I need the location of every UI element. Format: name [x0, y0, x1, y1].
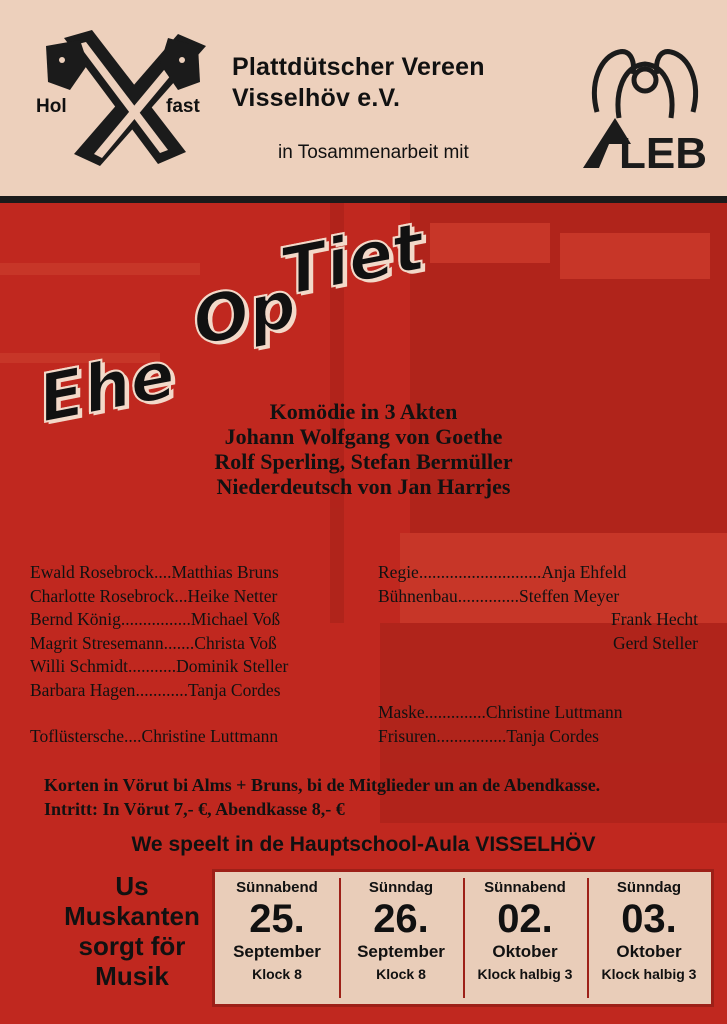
club-name-line2: Visselhöv e.V.	[232, 84, 401, 112]
cast-row	[30, 561, 360, 585]
crew-role: Frisuren	[378, 725, 437, 746]
credit-line-4: Niederdeutsch von Jan Harrjes	[216, 474, 511, 499]
ticket-info	[44, 773, 600, 821]
credit-line-2: Johann Wolfgang von Goethe	[224, 424, 503, 449]
date-day: 26.	[373, 897, 429, 941]
cast-dots: ................	[120, 609, 191, 629]
play-credits	[0, 399, 727, 499]
ticket-line-1: Korten in Vörut bi Alms + Bruns, bi de Mitglieder un an de Abendkasse.	[44, 775, 601, 795]
date-cell	[587, 872, 711, 1004]
cast-dots: ...	[174, 585, 188, 606]
cast-actor: Michael Voß	[190, 609, 281, 629]
date-time: Klock halbig 3	[477, 966, 573, 982]
date-cell	[215, 872, 339, 1004]
crew-row	[378, 701, 698, 725]
cast-actor: Matthias Bruns	[171, 562, 279, 582]
crew-dots: ................	[436, 725, 507, 746]
logo-text-fast: fast	[166, 96, 200, 117]
svg-text:LEB: LEB	[619, 129, 707, 176]
cast-row	[30, 632, 360, 656]
cast-actor: Tanja Cordes	[187, 679, 281, 700]
date-weekday: Sünnabend	[236, 879, 318, 896]
crew-row	[378, 561, 698, 585]
club-name-line1: Plattdütscher Vereen	[232, 53, 485, 81]
crew-name: Steffen Meyer	[518, 585, 620, 606]
music-credit: Us Muskanten sorgt för Musik	[64, 871, 200, 991]
cast-role: Barbara Hagen	[30, 679, 136, 700]
date-month: September	[233, 942, 321, 961]
cast-row	[30, 655, 360, 679]
cast-role: Bernd König	[30, 609, 121, 629]
cast-dots: ............	[135, 679, 188, 700]
crew-name: Gerd Steller	[612, 632, 698, 653]
date-cell	[339, 872, 463, 1004]
cast-actor: Christine Luttmann	[141, 726, 279, 746]
cast-dots: .......	[163, 632, 195, 653]
crew-name: Anja Ehfeld	[541, 562, 627, 582]
play-title-word-2: Op	[186, 265, 303, 361]
date-cell	[463, 872, 587, 1004]
crew-row	[378, 725, 698, 749]
crew-name: Tanja Cordes	[506, 725, 599, 746]
date-time: Klock 8	[252, 966, 302, 982]
cast-role: Charlotte Rosebrock	[30, 585, 175, 606]
crew-name: Christine Luttmann	[485, 702, 623, 722]
cast-row	[30, 679, 360, 703]
date-month: Oktober	[492, 942, 558, 961]
credit-line-1: Komödie in 3 Akten	[269, 399, 458, 424]
poster-main	[0, 203, 727, 1024]
cooperation-text: in Tosammenarbeit mit	[278, 142, 469, 163]
play-title-word-1: Ehe	[32, 335, 182, 438]
header-divider	[0, 196, 727, 203]
crew-role: Bühnenbau	[378, 585, 458, 606]
cast-actor: Dominik Steller	[176, 656, 289, 676]
venue-text: We speelt in de Hauptschool-Aula VISSELHÖV	[131, 833, 596, 856]
cast-role: Ewald Rosebrock	[30, 562, 154, 582]
date-weekday: Sünnabend	[484, 879, 566, 896]
crew-row	[378, 585, 698, 609]
cast-row	[30, 608, 360, 632]
club-logo-crossed-x	[18, 20, 218, 180]
cast-dots: ...........	[127, 656, 177, 676]
performance-dates	[212, 869, 714, 1007]
crew-row	[378, 632, 698, 656]
date-weekday: Sünndag	[616, 879, 682, 896]
cast-actor: Christa Voß	[194, 632, 277, 653]
date-day: 25.	[249, 897, 305, 941]
crew-spacer	[378, 655, 698, 701]
play-title-word-3: Tiet	[274, 208, 431, 312]
cast-role: Magrit Stresemann	[30, 632, 164, 653]
club-name	[232, 52, 572, 114]
leb-logo	[575, 26, 715, 176]
logo-text-hol: Hol	[36, 96, 67, 117]
cast-role: Willi Schmidt	[30, 656, 128, 676]
ticket-line-2: Intritt: In Vörut 7,- €, Abendkasse 8,- €	[44, 799, 345, 819]
crew-role: Regie	[378, 562, 419, 582]
cast-role: Toflüstersche	[30, 726, 125, 746]
crew-dots: ..............	[457, 585, 519, 606]
cast-row	[30, 585, 360, 609]
credit-line-3: Rolf Sperling, Stefan Bermüller	[214, 449, 513, 474]
crew-row	[378, 608, 698, 632]
cast-spacer	[30, 702, 360, 725]
crew-list	[378, 561, 698, 748]
crew-name: Frank Hecht	[611, 609, 698, 629]
poster-header	[0, 0, 727, 200]
date-day: 02.	[497, 897, 553, 941]
crew-dots: ..............	[424, 702, 486, 722]
cast-dots: ....	[153, 562, 172, 582]
cast-row	[30, 725, 360, 749]
date-time: Klock 8	[376, 966, 426, 982]
cast-dots: ....	[124, 726, 142, 746]
crew-role: Maske	[378, 702, 425, 722]
crew-dots: ............................	[418, 562, 542, 582]
cast-actor: Heike Netter	[187, 585, 278, 606]
date-time: Klock halbig 3	[601, 966, 697, 982]
date-month: Oktober	[616, 942, 682, 961]
date-month: September	[357, 942, 445, 961]
date-day: 03.	[621, 897, 677, 941]
cast-list	[30, 561, 360, 749]
date-weekday: Sünndag	[368, 879, 434, 896]
